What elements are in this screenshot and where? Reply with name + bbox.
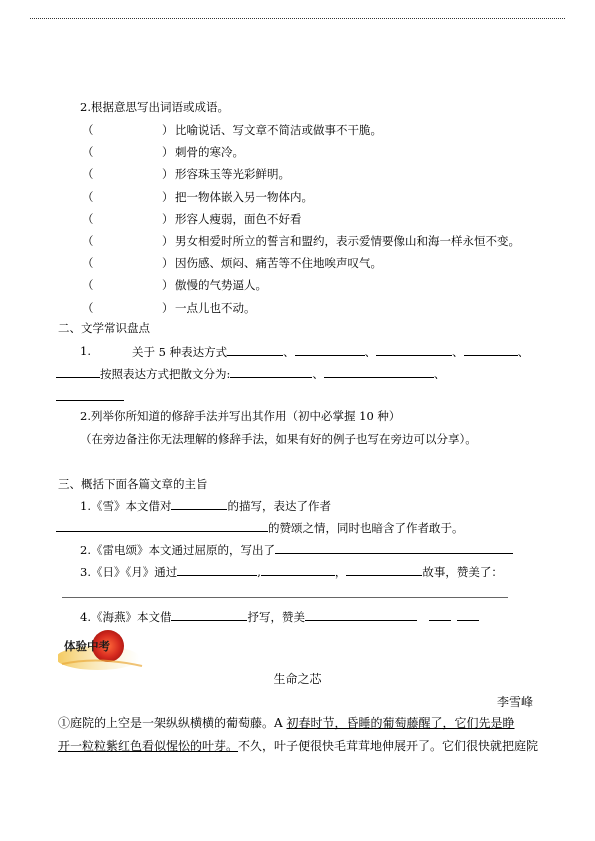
answer-blank[interactable] [295, 343, 365, 356]
definition-text: 形容珠玉等光彩鲜明。 [175, 167, 290, 182]
close-paren: ） [162, 189, 174, 204]
summary-1-tail: 的赞颂之情，同时也暗含了作者敢于。 [268, 521, 464, 535]
separator: , [257, 565, 261, 579]
definition-text: 一点儿也不动。 [175, 300, 256, 315]
answer-blank[interactable] [346, 563, 422, 576]
section-two-heading: 二、文学常识盘点 [58, 321, 150, 335]
article-author: 李雪峰 [496, 695, 533, 709]
answer-blank[interactable] [305, 608, 417, 621]
separator: 、 [364, 345, 377, 359]
q1-number: 1. [80, 344, 91, 358]
answer-blank[interactable] [62, 597, 508, 598]
definition-text: 形容人瘦弱，面色不好看 [175, 211, 302, 226]
answer-blank[interactable] [56, 519, 268, 532]
separator: 、 [452, 345, 464, 359]
open-paren[interactable]: （ [82, 211, 94, 226]
q2-heading: 2.根据意思写出词语或成语。 [80, 100, 229, 114]
summary-4 [80, 608, 479, 625]
answer-blank[interactable] [376, 343, 452, 356]
definition-text: 比喻说话、写文章不简洁或做事不干脆。 [175, 123, 382, 137]
separator: ， [334, 565, 347, 579]
separator: 、 [312, 367, 324, 381]
open-paren[interactable]: （ [82, 123, 94, 137]
exam-experience-badge [58, 628, 148, 672]
separator: 、 [517, 345, 530, 359]
answer-blank[interactable] [227, 343, 283, 356]
close-paren: ） [162, 234, 174, 248]
paragraph-line-1 [58, 714, 515, 731]
underlined-text: 开一粒粒紫红色看似惺忪的叶芽。 [58, 739, 239, 753]
q1-label: 关于 5 种表达方式 [132, 345, 228, 359]
summary-1-label: 1.《雪》本文借对 [80, 499, 172, 513]
summary-3 [80, 563, 503, 580]
definition-text: 傲慢的气势逼人。 [175, 278, 267, 293]
summary-4-mid: 抒写，赞美 [247, 610, 305, 624]
answer-blank[interactable] [457, 608, 479, 621]
summary-3-tail: 故事，赞美了： [422, 565, 503, 579]
summary-3-label: 3.《日》《月》通过 [80, 565, 178, 579]
close-paren: ） [162, 145, 174, 160]
answer-blank[interactable] [261, 563, 335, 576]
separator: 、 [283, 345, 295, 359]
q1-line2 [56, 365, 445, 382]
separator: 、 [433, 367, 446, 381]
summary-1-line2 [56, 519, 464, 536]
open-paren[interactable]: （ [82, 167, 94, 182]
close-paren: ） [162, 211, 174, 226]
answer-blank[interactable] [275, 541, 513, 554]
answer-blank[interactable] [230, 365, 312, 378]
answer-blank[interactable] [56, 365, 100, 378]
q2-rhetoric-line1: 2.列举你所知道的修辞手法并写出其作用（初中必掌握 10 种） [80, 409, 401, 423]
close-paren: ） [162, 167, 174, 182]
summary-1-mid: 的描写，表达了作者 [227, 499, 331, 513]
definition-text: 因伤感、烦闷、痛苦等不住地唉声叹气。 [175, 256, 382, 271]
definition-text: 把一物体嵌入另一物体内。 [175, 189, 313, 204]
close-paren: ） [162, 300, 174, 315]
open-paren[interactable]: （ [82, 300, 94, 315]
paragraph-line-2 [58, 737, 538, 754]
summary-2-label: 2.《雷电颂》本文通过屈原的，写出了 [80, 543, 275, 557]
close-paren: ） [162, 123, 174, 137]
open-paren[interactable]: （ [82, 145, 94, 160]
answer-blank[interactable] [324, 365, 434, 378]
open-paren[interactable]: （ [82, 234, 94, 248]
definition-text: 刺骨的寒冷。 [175, 145, 244, 160]
answer-blank[interactable] [171, 497, 227, 510]
article-title: 生命之芯 [273, 672, 322, 686]
close-paren: ） [162, 278, 174, 293]
summary-1-line1 [80, 497, 331, 514]
summary-2 [80, 541, 513, 558]
q2-rhetoric-line2: （在旁边备注你无法理解的修辞手法，如果有好的例子也写在旁边可以分享）。 [80, 432, 477, 446]
q1-line2-label: 按照表达方式把散文分为: [100, 367, 231, 381]
open-paren[interactable]: （ [82, 256, 94, 271]
answer-blank[interactable] [429, 608, 451, 621]
answer-blank[interactable] [177, 563, 257, 576]
definition-text: 男女相爱时所立的誓言和盟约，表示爱情要像山和海一样永恒不变。 [175, 234, 520, 248]
answer-blank[interactable] [171, 608, 247, 621]
q1-text [132, 343, 529, 360]
close-paren: ） [162, 256, 174, 271]
header-dotted-rule [30, 18, 565, 19]
open-paren[interactable]: （ [82, 278, 94, 293]
open-paren[interactable]: （ [82, 189, 94, 204]
section-three-heading: 三、概括下面各篇文章的主旨 [58, 477, 208, 491]
underlined-text: 初春时节，昏睡的葡萄藤醒了，它们先是睁 [286, 716, 515, 730]
paragraph-text: 不久，叶子便很快毛茸茸地伸展开了。它们很快就把庭院 [238, 739, 539, 753]
summary-4-label: 4.《海燕》本文借 [80, 610, 172, 624]
badge-label: 体验中考 [64, 639, 110, 653]
answer-blank[interactable] [56, 400, 124, 401]
paragraph-text: ①庭院的上空是一架纵纵横横的葡萄藤。A [58, 716, 287, 730]
answer-blank[interactable] [464, 343, 518, 356]
